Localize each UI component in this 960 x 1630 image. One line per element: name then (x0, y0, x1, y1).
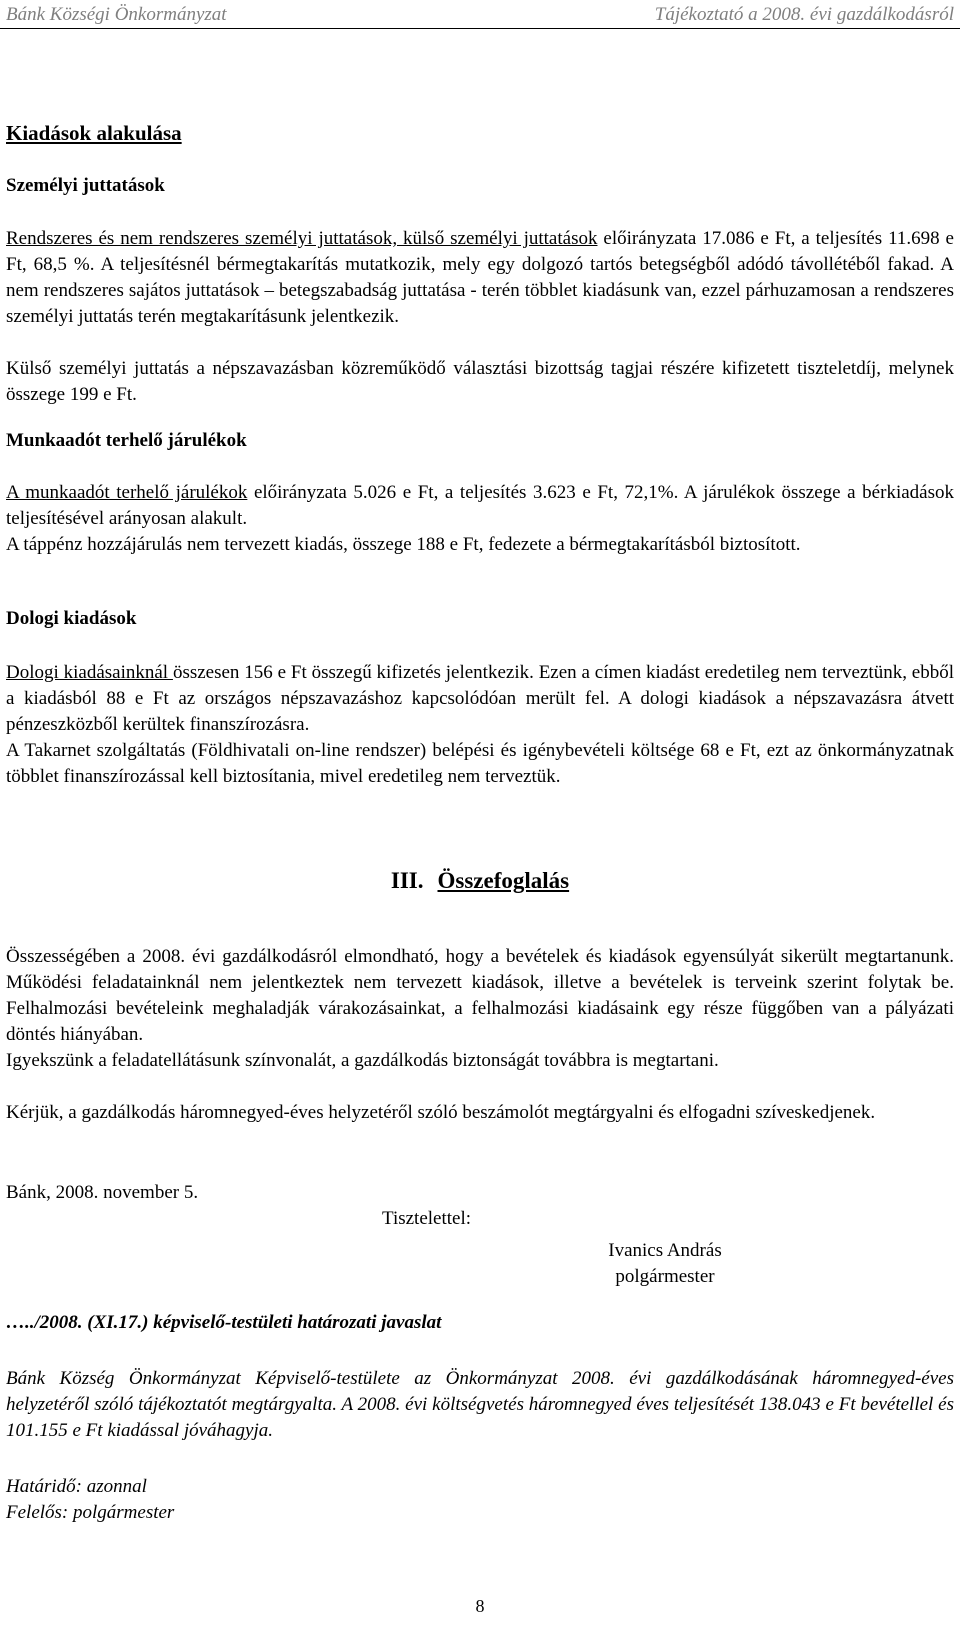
paragraph-contributions-1 (6, 480, 954, 532)
paragraph-contributions-2 (6, 532, 954, 558)
paragraph-summary-3 (6, 1100, 954, 1126)
page-number: 8 (475, 1596, 485, 1616)
section-title: Összefoglalás (437, 868, 570, 893)
paragraph-text: A Takarnet szolgáltatás (Földhivatali on-line rendszer) belépési és igénybevételi költsége 68 e Ft, ezt az önkormányzatnak többlet finanszírozással kell biztosítania, mivel eredetileg nem terveztük. (6, 740, 954, 787)
paragraph-text: Külső személyi juttatás a népszavazásban közreműködő választási bizottság tagjai részére kifizetett tiszteletdíj, melynek összege 199 e Ft. (6, 358, 954, 405)
paragraph-lead: A munkaadót terhelő járulékok (6, 482, 248, 503)
paragraph-text: összesen 156 e Ft összegű kifizetés jelentkezik. Ezen a címen kiadást eredetileg nem terveztünk, ebből a kiadásból 88 e Ft az országos népszavazáshoz kapcsolódóan merült fel. A dologi kiadások a népszavazásra átvett pénzeszközből kerültek finanszírozásra. (6, 662, 954, 735)
paragraph-personal-2 (6, 356, 954, 408)
paragraph-material-1 (6, 660, 954, 738)
paragraph-material-2 (6, 738, 954, 790)
paragraph-summary-1 (6, 944, 954, 1048)
paragraph-lead: Rendszeres és nem rendszeres személyi juttatások, külső személyi juttatások (6, 228, 598, 249)
resolution-deadline: Határidő: azonnal (6, 1476, 147, 1497)
subheading-personal: Személyi juttatások (6, 175, 165, 196)
section-number: III. (390, 868, 424, 893)
resolution-responsible: Felelős: polgármester (6, 1502, 175, 1523)
signer-name: Ivanics András (608, 1240, 722, 1261)
page-header (0, 2, 960, 29)
place-date: Bánk, 2008. november 5. (6, 1182, 199, 1203)
subheading-material: Dologi kiadások (6, 608, 137, 629)
resolution-text (6, 1366, 954, 1444)
closing-regards: Tisztelettel: (382, 1208, 472, 1229)
paragraph-text: előirányzata 17.086 e Ft, a teljesítés 11.698 e Ft, 68,5 %. A teljesítésnél bérmegtakarítás mutatkozik, mely egy dolgozó tartós betegségből adódó távollétéből fakad. A nem rendszeres sajátos juttatások – betegszabadság juttatása - terén többlet kiadásunk van, ezzel párhuzamosan a rendszeres személyi juttatás terén megtakarításunk jelentkezik. (6, 228, 954, 327)
signature-block (560, 1238, 770, 1290)
resolution-heading: …../2008. (XI.17.) képviselő-testületi határozati javaslat (6, 1312, 442, 1333)
paragraph-personal-1 (6, 226, 954, 330)
header-left: Bánk Községi Önkormányzat (6, 4, 227, 25)
paragraph-text: Bánk Község Önkormányzat Képviselő-testülete az Önkormányzat 2008. évi gazdálkodásának háromnegyed-éves helyzetéről szóló tájékoztatót megtárgyalta. A 2008. évi költségvetés háromnegyed éves teljesítését 138.043 e Ft bevétellel és 101.155 e Ft kiadással jóváhagyja. (6, 1368, 954, 1441)
header-right: Tájékoztató a 2008. évi gazdálkodásról (654, 4, 954, 25)
paragraph-summary-2 (6, 1048, 954, 1074)
subheading-contributions: Munkaadót terhelő járulékok (6, 430, 247, 451)
paragraph-text: előirányzata 5.026 e Ft, a teljesítés 3.623 e Ft, 72,1%. A járulékok összege a bérkiadások teljesítésével arányosan alakult. (6, 482, 954, 529)
paragraph-text: A táppénz hozzájárulás nem tervezett kiadás, összege 188 e Ft, fedezete a bérmegtakarításból biztosított. (6, 534, 801, 555)
signer-title: polgármester (615, 1266, 715, 1287)
paragraph-text: Igyekszünk a feladatellátásunk színvonalát, a gazdálkodás biztonságát továbbra is megtartani. (6, 1050, 719, 1071)
paragraph-lead: Dologi kiadásainknál (6, 662, 173, 683)
section-heading-expenses: Kiadások alakulása (6, 121, 182, 145)
paragraph-text: Összességében a 2008. évi gazdálkodásról elmondható, hogy a bevételek és kiadások egyensúlyát sikerült megtartanunk. Működési feladatainknál nem jelentkeztek nem tervezett kiadások, illetve a bevételek is terveink szerint folytak be. Felhalmozási bevételeink meghaladják várakozásainkat, a felhalmozási kiadásaink egy része függőben van a pályázati döntés hiányában. (6, 946, 954, 1045)
section-heading-summary (0, 868, 960, 894)
paragraph-text: Kérjük, a gazdálkodás háromnegyed-éves helyzetéről szóló beszámolót megtárgyalni és elfogadni szíveskedjenek. (6, 1102, 876, 1123)
